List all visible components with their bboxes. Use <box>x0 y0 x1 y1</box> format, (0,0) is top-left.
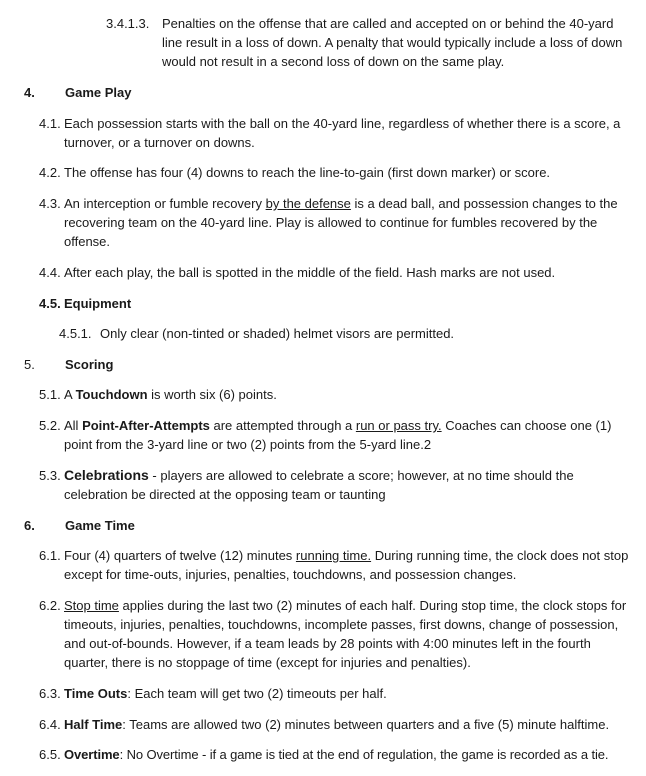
rule-number: 4.5. <box>39 296 61 311</box>
rule-6-1 <box>39 546 633 584</box>
underlined-term: by the defense <box>265 196 351 211</box>
bold-term: Touchdown <box>75 387 148 402</box>
bold-term: Time Outs <box>64 686 128 701</box>
rule-text: Four (4) quarters of twelve (12) minutes running time. During running time, the clock does not stop except for time-outs, injuries, penalties, touchdowns, and possession changes. <box>64 548 629 582</box>
underlined-term: running time. <box>295 548 372 563</box>
rule-text: Only clear (non-tinted or shaded) helmet visors are permitted. <box>100 326 455 341</box>
rule-number: 6.3. <box>39 686 61 701</box>
rule-number: 4.2. <box>39 165 61 180</box>
rule-text: Each possession starts with the ball on the 40-yard line, regardless of whether there is a score, a turnover, or a turnover on downs. <box>64 116 621 150</box>
rule-text: A Touchdown is worth six (6) points. <box>64 387 277 402</box>
bold-term: Overtime <box>64 747 120 762</box>
rule-number: 5.1. <box>39 387 61 402</box>
section-title: Game Time <box>65 518 135 533</box>
rule-number: 6.2. <box>39 598 61 613</box>
rule-5-1 <box>39 385 633 404</box>
rule-text-line: line result in a loss of down. A penalty that would typically include a loss of down <box>162 35 623 50</box>
rule-6-4 <box>39 715 633 734</box>
rule-number: 4.5.1. <box>59 326 92 341</box>
rule-number: 5.2. <box>39 418 61 433</box>
rule-4-2 <box>39 163 633 182</box>
rule-text-line: Penalties on the offense that are called and accepted on or behind the 40-yard <box>162 16 614 31</box>
section-number: 5. <box>24 357 35 372</box>
rule-number: 4.1. <box>39 116 61 131</box>
bold-term: Point-After-Attempts <box>82 418 210 433</box>
rule-text: Celebrations - players are allowed to celebrate a score; however, at no time should the celebration be directed at the opposing team or taunting <box>64 467 574 502</box>
bold-term: Half Time <box>64 717 123 732</box>
section-title: Game Play <box>65 85 132 100</box>
rule-4-5 <box>39 294 633 313</box>
rule-4-3 <box>39 194 633 251</box>
rule-number: 4.4. <box>39 265 61 280</box>
underlined-term: run or pass try. <box>355 418 442 433</box>
rule-text: Stop time applies during the last two (2) minutes of each half. During stop time, the clock stops for timeouts, injuries, penalties, touchdowns, incomplete passes, first downs, change of possession, and out-of-bounds. However, if a team leads by 28 points with 4:00 minutes left in the fourth quarter, there is no stoppage of time (except for injuries and penalties). <box>64 598 627 670</box>
rule-6-2 <box>39 596 633 672</box>
rule-number: 6.5. <box>39 747 61 762</box>
subsection-title: Equipment <box>64 296 132 311</box>
rule-number: 6.4. <box>39 717 61 732</box>
rule-4-5-1 <box>59 324 629 343</box>
rule-text: Half Time: Teams are allowed two (2) minutes between quarters and a five (5) minute halftime. <box>64 717 610 732</box>
section-heading-4 <box>24 83 624 102</box>
bold-term: Celebrations <box>64 467 149 483</box>
section-number: 6. <box>24 518 35 533</box>
rule-text: Time Outs: Each team will get two (2) timeouts per half. <box>64 686 387 701</box>
underlined-term: Stop time <box>64 598 119 613</box>
section-heading-6 <box>24 516 624 535</box>
rule-number: 3.4.1.3. <box>106 16 150 31</box>
rule-text: After each play, the ball is spotted in the middle of the field. Hash marks are not used. <box>64 265 556 280</box>
rule-number: 6.1. <box>39 548 61 563</box>
rule-text: All Point-After-Attempts are attempted through a run or pass try. Coaches can choose one (1) point from the 3-yard line or two (2) points from the 5-yard line.2 <box>64 418 612 452</box>
rule-5-2 <box>39 416 633 454</box>
section-heading-5 <box>24 355 624 374</box>
section-title: Scoring <box>65 357 114 372</box>
rule-text: The offense has four (4) downs to reach the line-to-gain (first down marker) or score. <box>64 165 551 180</box>
rule-6-3 <box>39 684 633 703</box>
rule-3-4-1-3 <box>106 14 641 71</box>
rule-4-4 <box>39 263 633 282</box>
rule-text: An interception or fumble recovery by the defense is a dead ball, and possession changes to the recovering team on the 40-yard line. Play is allowed to continue for fumbles recovered by the offense. <box>64 196 618 249</box>
rule-number: 5.3. <box>39 468 61 483</box>
rule-text: Overtime: No Overtime - if a game is tied at the end of regulation, the game is recorded as a tie. <box>64 747 609 762</box>
section-number: 4. <box>24 85 35 100</box>
rule-4-1 <box>39 114 633 152</box>
rule-5-3 <box>39 466 633 504</box>
rule-number: 4.3. <box>39 196 61 211</box>
rule-6-5 <box>39 745 639 764</box>
rule-text-line: would not result in a second loss of down on the same play. <box>162 54 505 69</box>
